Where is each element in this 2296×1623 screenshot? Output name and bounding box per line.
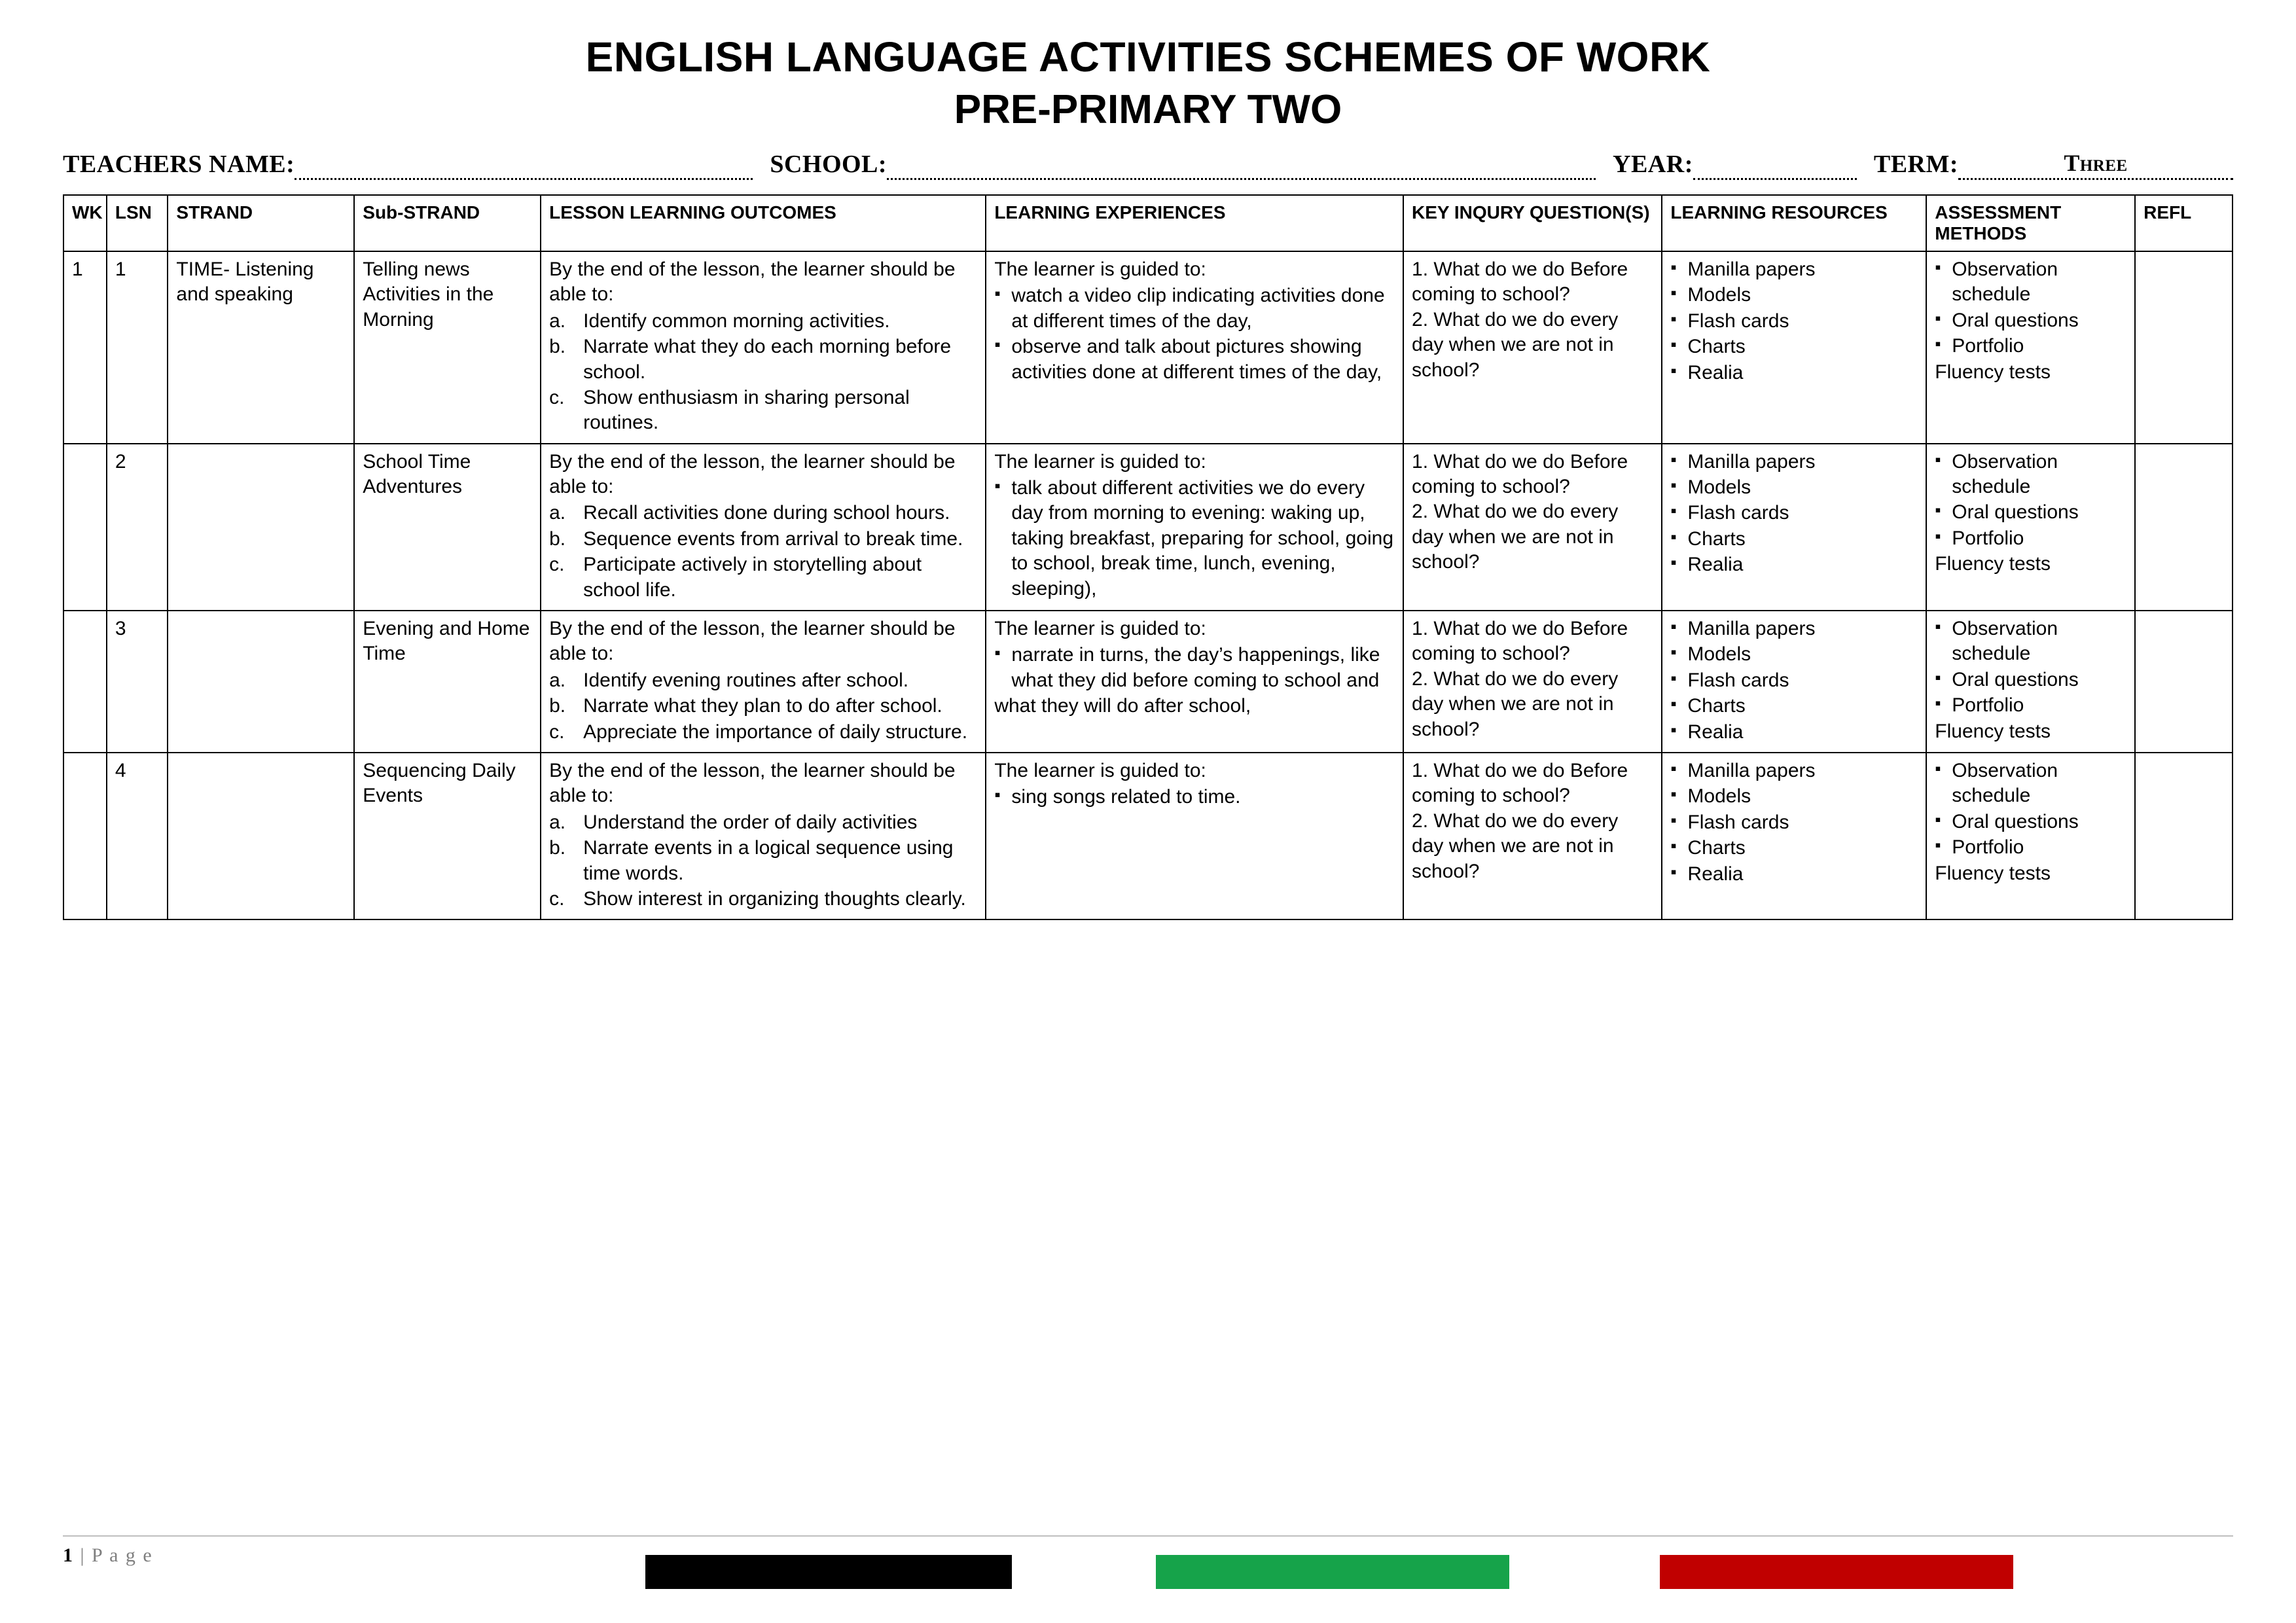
assessment-item: ▪ Oral questions	[1935, 810, 2128, 834]
cell-strand	[168, 611, 354, 753]
experience-item: ▪ talk about different activities we do every day from morning to evening: waking up, taking breakfast, preparing for school, going to school, break time, lunch, evening, sleeping),	[994, 476, 1396, 601]
footer-divider	[63, 1535, 2233, 1537]
cell-strand	[168, 444, 354, 611]
outcome-item	[549, 527, 978, 552]
assessment-list	[1935, 758, 2128, 886]
resource-item: ▪ Flash cards	[1670, 501, 1919, 526]
outcome-item	[549, 668, 978, 693]
cell-outcomes	[541, 444, 986, 611]
experience-item: ▪ narrate in turns, the day’s happenings, like what they did before coming to school and	[994, 643, 1396, 693]
key-inquiry-question: 1. What do we do Before coming to school?	[1412, 258, 1628, 306]
header-strand: STRAND	[168, 195, 354, 251]
table-row	[63, 611, 2233, 753]
experiences-lead: The learner is guided to:	[994, 618, 1206, 640]
page-number-value: 1	[63, 1544, 74, 1566]
page-number-label: | P a g e	[80, 1544, 153, 1566]
outcome-text: Show enthusiasm in sharing personal routines.	[583, 386, 910, 434]
cell-lesson: 4	[107, 753, 168, 919]
cell-outcomes	[541, 753, 986, 919]
cell-lesson: 3	[107, 611, 168, 753]
experience-item: ▪ watch a video clip indicating activities done at different times of the day,	[994, 283, 1396, 334]
header-wk: WK	[63, 195, 107, 251]
cell-resources	[1662, 444, 1926, 611]
outcome-marker: c.	[549, 887, 565, 910]
cell-resources	[1662, 753, 1926, 919]
resource-item: ▪ Manilla papers	[1670, 257, 1919, 282]
outcome-text: Narrate what they do each morning before school.	[583, 336, 952, 383]
outcome-item	[549, 720, 978, 745]
table-body	[63, 251, 2233, 919]
outcome-item	[549, 694, 978, 719]
cell-assessment	[1926, 251, 2135, 444]
school-field[interactable]	[887, 156, 1596, 180]
resource-item: ▪ Realia	[1670, 361, 1919, 385]
year-field[interactable]	[1693, 156, 1857, 180]
outcome-marker: c.	[549, 721, 565, 743]
cell-experiences	[986, 444, 1403, 611]
outcome-text: Identify evening routines after school.	[583, 669, 909, 691]
cell-key-inquiry	[1403, 444, 1662, 611]
outcome-item	[549, 334, 978, 385]
cell-assessment	[1926, 444, 2135, 611]
outcome-marker: c.	[549, 554, 565, 576]
outcome-item	[549, 309, 978, 334]
cell-week	[63, 753, 107, 919]
cell-reflection	[2135, 611, 2233, 753]
outcome-text: Sequence events from arrival to break time.	[583, 527, 963, 550]
resource-item: ▪ Models	[1670, 642, 1919, 667]
table-row	[63, 444, 2233, 611]
header-outcomes: LESSON LEARNING OUTCOMES	[541, 195, 986, 251]
footer-bar-red	[1660, 1555, 2013, 1589]
footer-bar-green	[1156, 1555, 1509, 1589]
outcome-marker: b.	[549, 695, 566, 717]
resources-list	[1670, 758, 1919, 887]
assessment-list	[1935, 257, 2128, 385]
outcome-text: Appreciate the importance of daily structure.	[583, 721, 968, 743]
cell-key-inquiry	[1403, 251, 1662, 444]
resource-item: ▪ Realia	[1670, 720, 1919, 745]
outcome-text: Identify common morning activities.	[583, 310, 890, 332]
outcomes-lead: By the end of the lesson, the learner should be able to:	[549, 258, 956, 306]
key-inquiry-question: 2. What do we do every day when we are not in school?	[1412, 810, 1619, 882]
cell-experiences	[986, 251, 1403, 444]
resource-item: ▪ Realia	[1670, 862, 1919, 887]
page-title: ENGLISH LANGUAGE ACTIVITIES SCHEMES OF WORK	[585, 33, 1711, 80]
outcomes-lead: By the end of the lesson, the learner should be able to:	[549, 759, 956, 807]
cell-resources	[1662, 611, 1926, 753]
term-label: TERM:	[1873, 150, 1958, 178]
cell-sub-strand: School Time Adventures	[354, 444, 541, 611]
teachers-name-field[interactable]	[295, 156, 753, 180]
header-meta-row	[63, 150, 2233, 180]
experiences-list	[994, 785, 1396, 810]
assessment-item-extra: Fluency tests	[1935, 361, 2051, 383]
outcome-item	[549, 501, 978, 526]
resource-item: ▪ Models	[1670, 784, 1919, 809]
cell-experiences	[986, 611, 1403, 753]
assessment-list	[1935, 450, 2128, 577]
cell-reflection	[2135, 753, 2233, 919]
outcome-marker: a.	[549, 669, 566, 691]
cell-strand	[168, 753, 354, 919]
outcome-marker: c.	[549, 386, 565, 408]
outcome-text: Narrate events in a logical sequence using time words.	[583, 837, 954, 884]
cell-sub-strand: Telling news Activities in the Morning	[354, 251, 541, 444]
cell-experiences	[986, 753, 1403, 919]
resource-item: ▪ Charts	[1670, 694, 1919, 719]
experiences-list	[994, 283, 1396, 385]
page-subtitle: PRE-PRIMARY TWO	[954, 87, 1342, 133]
key-inquiry-question: 1. What do we do Before coming to school?	[1412, 759, 1628, 807]
cell-assessment	[1926, 611, 2135, 753]
outcome-marker: b.	[549, 527, 566, 550]
teachers-name-label: TEACHERS NAME:	[63, 150, 295, 178]
outcome-item	[549, 810, 978, 835]
outcomes-list	[549, 309, 978, 436]
key-inquiry-question: 1. What do we do Before coming to school?	[1412, 450, 1628, 498]
header-lsn: LSN	[107, 195, 168, 251]
table-row	[63, 753, 2233, 919]
experiences-list	[994, 476, 1396, 601]
page-number	[63, 1544, 153, 1567]
experience-item-continued: what they will do after school,	[994, 695, 1251, 717]
outcome-text: Participate actively in storytelling about school life.	[583, 554, 922, 601]
cell-week: 1	[63, 251, 107, 444]
experience-item: ▪ sing songs related to time.	[994, 785, 1396, 810]
cell-resources	[1662, 251, 1926, 444]
key-inquiry-question: 2. What do we do every day when we are not in school?	[1412, 501, 1619, 573]
outcome-text: Show interest in organizing thoughts clearly.	[583, 887, 966, 910]
experience-item: ▪ observe and talk about pictures showing activities done at different times of the day,	[994, 334, 1396, 385]
header-refl: REFL	[2135, 195, 2233, 251]
assessment-item: ▪ Oral questions	[1935, 668, 2128, 692]
outcome-marker: a.	[549, 502, 566, 524]
resources-list	[1670, 450, 1919, 578]
header-experiences: LEARNING EXPERIENCES	[986, 195, 1403, 251]
cell-sub-strand: Evening and Home Time	[354, 611, 541, 753]
cell-key-inquiry	[1403, 753, 1662, 919]
outcome-text: Understand the order of daily activities	[583, 811, 918, 833]
outcomes-list	[549, 668, 978, 745]
cell-sub-strand: Sequencing Daily Events	[354, 753, 541, 919]
resource-item: ▪ Realia	[1670, 552, 1919, 577]
cell-reflection	[2135, 251, 2233, 444]
key-inquiry-question: 2. What do we do every day when we are not in school?	[1412, 668, 1619, 740]
assessment-item: ▪ Portfolio	[1935, 526, 2128, 551]
assessment-item-extra: Fluency tests	[1935, 553, 2051, 575]
outcome-item	[549, 836, 978, 886]
assessment-list	[1935, 616, 2128, 744]
assessment-item: ▪ Portfolio	[1935, 334, 2128, 359]
outcome-text: Narrate what they plan to do after school.	[583, 695, 942, 717]
resource-item: ▪ Models	[1670, 283, 1919, 308]
experiences-lead: The learner is guided to:	[994, 450, 1206, 473]
resource-item: ▪ Charts	[1670, 334, 1919, 359]
experiences-lead: The learner is guided to:	[994, 759, 1206, 781]
outcome-marker: a.	[549, 310, 566, 332]
header-assessment: ASSESSMENT METHODS	[1926, 195, 2135, 251]
table-row	[63, 251, 2233, 444]
assessment-item: ▪ Oral questions	[1935, 500, 2128, 525]
resource-item: ▪ Charts	[1670, 527, 1919, 552]
assessment-item: ▪ Observation schedule	[1935, 257, 2128, 308]
assessment-item: ▪ Portfolio	[1935, 693, 2128, 718]
cell-week	[63, 444, 107, 611]
term-field[interactable]	[1958, 149, 2233, 180]
cell-lesson: 2	[107, 444, 168, 611]
term-value: Three	[2064, 149, 2128, 176]
assessment-item-extra: Fluency tests	[1935, 862, 2051, 884]
table-header-row	[63, 195, 2233, 251]
resource-item: ▪ Flash cards	[1670, 309, 1919, 334]
outcome-marker: b.	[549, 336, 566, 358]
assessment-item: ▪ Observation schedule	[1935, 450, 2128, 500]
resource-item: ▪ Flash cards	[1670, 668, 1919, 693]
page-footer	[63, 1535, 2233, 1594]
experiences-lead: The learner is guided to:	[994, 258, 1206, 280]
outcomes-lead: By the end of the lesson, the learner should be able to:	[549, 450, 956, 498]
resource-item: ▪ Manilla papers	[1670, 616, 1919, 641]
resources-list	[1670, 257, 1919, 385]
school-label: SCHOOL:	[770, 150, 888, 178]
cell-lesson: 1	[107, 251, 168, 444]
key-inquiry-question: 2. What do we do every day when we are not in school?	[1412, 308, 1619, 381]
schemes-of-work-table	[63, 194, 2233, 921]
resource-item: ▪ Models	[1670, 475, 1919, 500]
cell-assessment	[1926, 753, 2135, 919]
cell-week	[63, 611, 107, 753]
resource-item: ▪ Charts	[1670, 836, 1919, 861]
assessment-item-extra: Fluency tests	[1935, 720, 2051, 742]
cell-strand: TIME- Listening and speaking	[168, 251, 354, 444]
cell-outcomes	[541, 251, 986, 444]
assessment-item: ▪ Portfolio	[1935, 835, 2128, 860]
header-sub-strand: Sub-STRAND	[354, 195, 541, 251]
key-inquiry-question: 1. What do we do Before coming to school?	[1412, 618, 1628, 665]
footer-bar-black	[645, 1555, 1012, 1589]
header-key-inquiry: KEY INQURY QUESTION(S)	[1403, 195, 1662, 251]
outcome-marker: b.	[549, 837, 566, 859]
assessment-item: ▪ Oral questions	[1935, 308, 2128, 333]
cell-outcomes	[541, 611, 986, 753]
outcomes-list	[549, 810, 978, 912]
assessment-item: ▪ Observation schedule	[1935, 758, 2128, 809]
resource-item: ▪ Manilla papers	[1670, 758, 1919, 783]
cell-reflection	[2135, 444, 2233, 611]
outcome-item	[549, 385, 978, 436]
resources-list	[1670, 616, 1919, 745]
outcome-item	[549, 887, 978, 912]
resource-item: ▪ Flash cards	[1670, 810, 1919, 835]
outcome-text: Recall activities done during school hours.	[583, 502, 950, 524]
outcome-marker: a.	[549, 811, 566, 833]
outcomes-lead: By the end of the lesson, the learner should be able to:	[549, 618, 956, 665]
experiences-list	[994, 643, 1396, 719]
year-label: YEAR:	[1613, 150, 1693, 178]
assessment-item: ▪ Observation schedule	[1935, 616, 2128, 667]
cell-key-inquiry	[1403, 611, 1662, 753]
outcome-item	[549, 552, 978, 603]
header-resources: LEARNING RESOURCES	[1662, 195, 1926, 251]
outcomes-list	[549, 501, 978, 603]
resource-item: ▪ Manilla papers	[1670, 450, 1919, 474]
